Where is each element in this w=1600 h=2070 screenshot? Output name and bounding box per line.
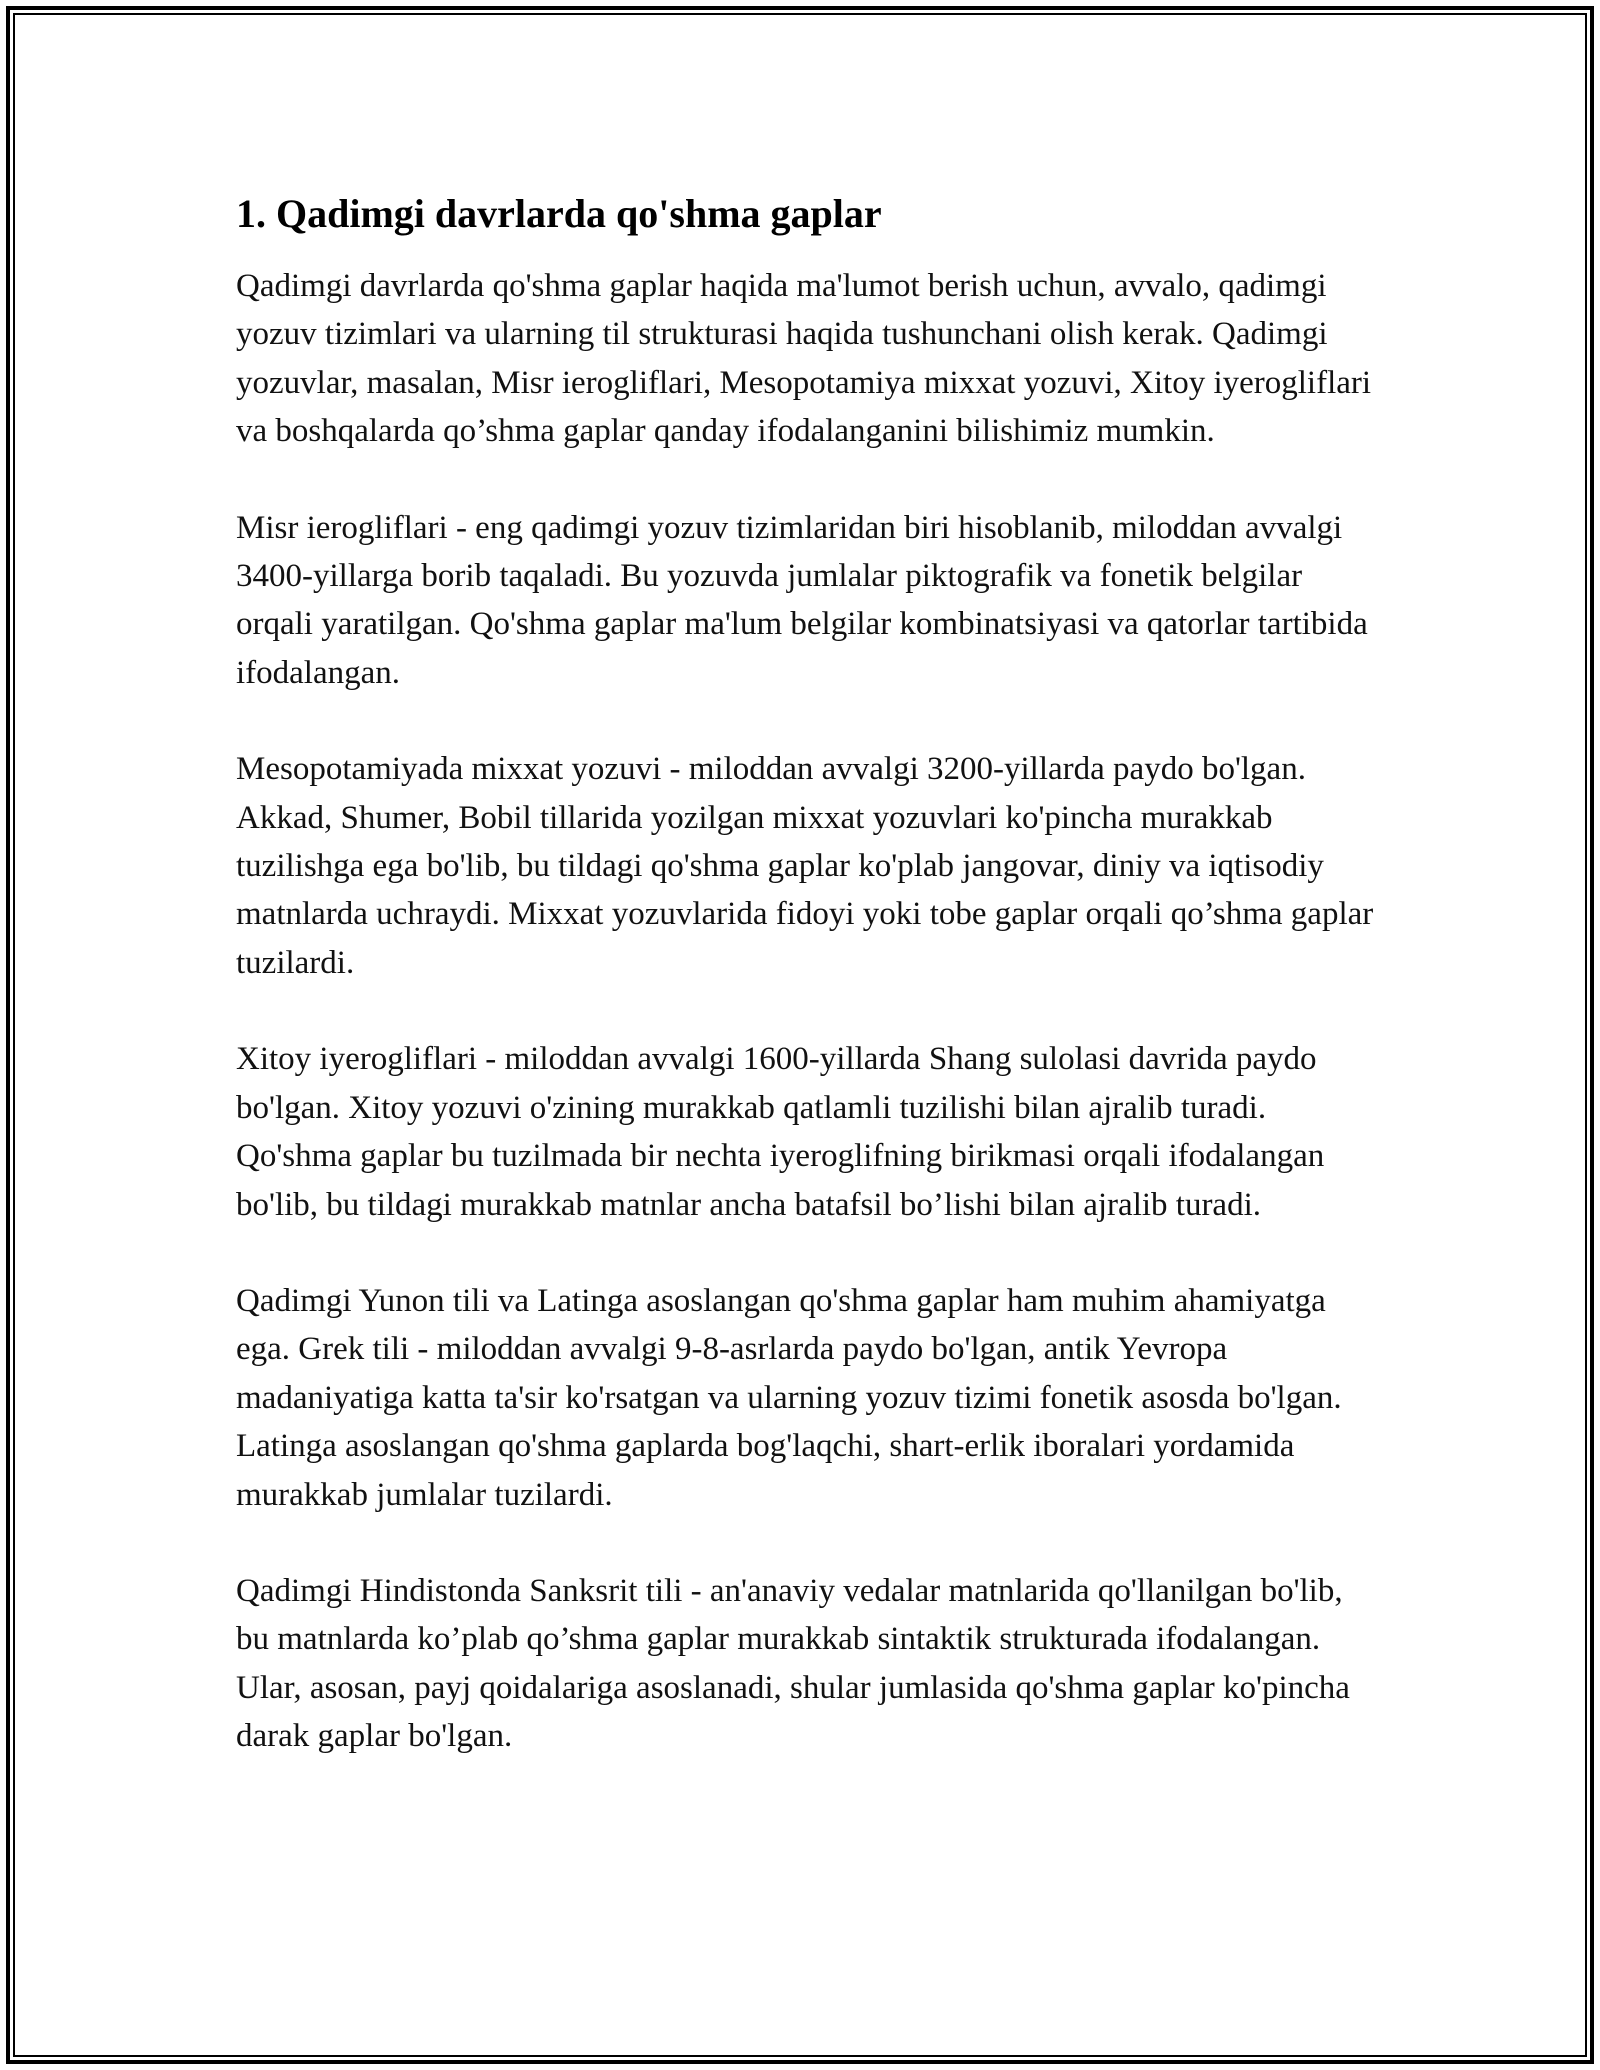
paragraph-india: Qadimgi Hindistonda Sanksrit tili - an'anaviy vedalar matnlarida qo'llanilgan bo'lib, bu matnlarda ko’plab qo’shma gaplar murakkab sintaktik strukturada ifodalangan. Ular, asosan, payj qoidalariga asoslanadi, shular jumlasida qo'shma gaplar ko'pincha darak gaplar bo'lgan.	[236, 1572, 1350, 1755]
paragraph-greek-latin: Qadimgi Yunon tili va Latinga asoslangan qo'shma gaplar ham muhim ahamiyatga ega. Grek tili - miloddan avvalgi 9-8-asrlarda paydo bo'lgan, antik Yevropa madaniyatiga katta ta'sir ko'rsatgan va ularning yozuv tizimi fonetik asosda bo'lgan. Latinga asoslangan qo'shma gaplarda bog'laqchi, shart-erlik iboralari yordamida murakkab jumlalar tuzilardi.	[236, 1282, 1342, 1513]
paragraph-china: Xitoy iyerogliflari - miloddan avvalgi 1600-yillarda Shang sulolasi davrida paydo bo'lgan. Xitoy yozuvi o'zining murakkab qatlamli tuzilishi bilan ajralib turadi. Qo'shma gaplar bu tuzilmada bir nechta iyeroglifning birikmasi orqali ifodalangan bo'lib, bu tildagi murakkab matnlar ancha batafsil bo’lishi bilan ajralib turadi.	[236, 1041, 1325, 1223]
section-heading: 1. Qadimgi davrlarda qo'shma gaplar	[236, 191, 882, 236]
paragraph-intro: Qadimgi davrlarda qo'shma gaplar haqida ma'lumot berish uchun, avvalo, qadimgi yozuv tizimlari va ularning til strukturasi haqida tushunchani olish kerak. Qadimgi yozuvlar, masalan, Misr ierogliflari, Mesopotamiya mixxat yozuvi, Xitoy iyerogliflari va boshqalarda qo’shma gaplar qanday ifodalanganini bilishimiz mumkin.	[236, 268, 1372, 450]
paragraph-mesopotamia: Mesopotamiyada mixxat yozuvi - miloddan avvalgi 3200-yillarda paydo bo'lgan. Akkad, Shumer, Bobil tillarida yozilgan mixxat yozuvlari ko'pincha murakkab tuzilishga ega bo'lib, bu tildagi qo'shma gaplar ko'plab jangovar, diniy va iqtisodiy matnlarda uchraydi. Mixxat yozuvlarida fidoyi yoki tobe gaplar orqali qo’shma gaplar tuzilardi.	[236, 751, 1374, 981]
document-body	[236, 186, 1376, 1809]
paragraph-egypt: Misr ierogliflari - eng qadimgi yozuv tizimlaridan biri hisoblanib, miloddan avvalgi 3400-yillarga borib taqaladi. Bu yozuvda jumlalar piktografik va fonetik belgilar orqali yaratilgan. Qo'shma gaplar ma'lum belgilar kombinatsiyasi va qatorlar tartibida ifodalangan.	[236, 509, 1368, 691]
